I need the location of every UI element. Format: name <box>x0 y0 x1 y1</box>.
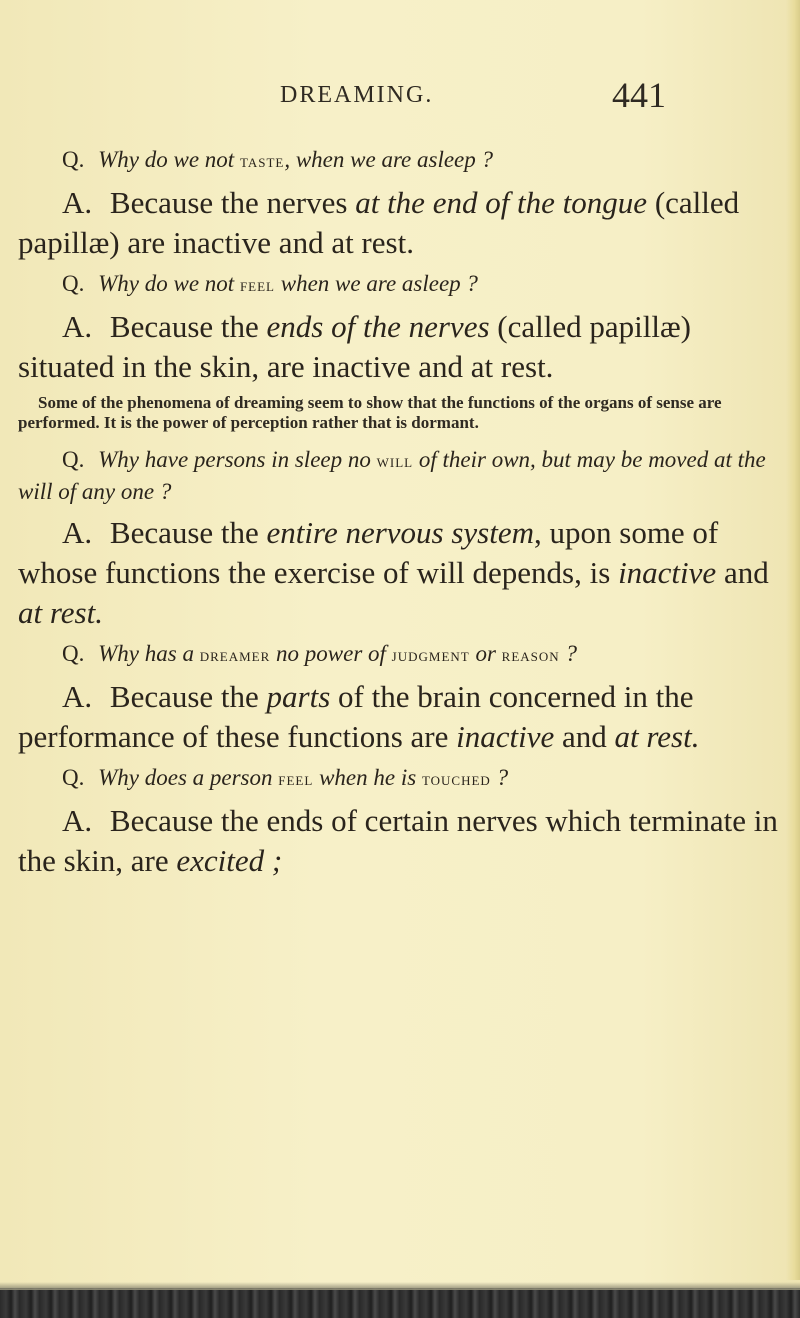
answer-text: Because the ends of certain nerves which terminate in the skin, are <box>18 803 778 878</box>
answer-text: and <box>723 555 769 590</box>
page-edge-shadow <box>786 0 800 1280</box>
answer-text: Because the <box>109 679 259 714</box>
answer-text: , upon some of whose functions the exercise of will depends, is <box>18 515 719 590</box>
answer-will <box>18 513 778 633</box>
question-keyword: reason <box>501 645 560 666</box>
question-keyword: feel <box>278 769 314 790</box>
question-text: Why have persons in sleep no <box>98 447 371 472</box>
question-keyword: taste <box>239 151 285 172</box>
page-number: 441 <box>612 75 666 115</box>
question-keyword: feel <box>239 275 275 296</box>
answer-emphasis: inactive <box>618 555 717 590</box>
question-will <box>18 445 778 507</box>
question-keyword: will <box>376 451 414 472</box>
running-title: DREAMING. <box>280 82 434 108</box>
question-text: , when we are asleep ? <box>284 147 494 172</box>
question-text: or <box>475 641 496 666</box>
question-text: ? <box>496 765 509 790</box>
answer-text: Because the nerves <box>109 185 348 220</box>
question-text: ? <box>565 641 577 666</box>
answer-emphasis: inactive <box>456 719 555 754</box>
answer-text: Because the <box>109 515 259 550</box>
answer-emphasis: parts <box>266 679 331 714</box>
question-label: Q. <box>62 641 85 666</box>
question-taste <box>18 145 778 177</box>
scan-bottom-edge <box>0 1288 800 1318</box>
question-text: no power of <box>276 641 386 666</box>
answer-judgment <box>18 677 778 757</box>
question-label: Q. <box>62 765 85 790</box>
question-judgment <box>18 639 778 671</box>
question-label: Q. <box>62 271 85 296</box>
question-text: Why has a <box>98 641 194 666</box>
answer-text: Because the <box>109 309 259 344</box>
answer-text: of the brain concerned in the performance of these functions are <box>18 679 694 754</box>
question-text: when we are asleep ? <box>280 271 478 296</box>
answer-text: (called papillæ) are inactive and at rest. <box>18 185 740 260</box>
answer-label: A. <box>62 309 93 344</box>
answer-label: A. <box>62 185 93 220</box>
question-label: Q. <box>62 147 85 172</box>
question-keyword: dreamer <box>199 645 271 666</box>
question-text: Why does a person <box>98 765 273 790</box>
question-text: of their own, but may be moved at the will of any one ? <box>18 447 766 504</box>
answer-text: (called papillæ) situated in the skin, are inactive and at rest. <box>18 309 691 384</box>
question-feel-asleep <box>18 269 778 301</box>
question-text: when he is <box>319 765 417 790</box>
answer-emphasis: at rest. <box>614 719 700 754</box>
answer-label: A. <box>62 515 93 550</box>
answer-touched <box>18 801 778 881</box>
question-keyword: judgment <box>391 645 470 666</box>
question-label: Q. <box>62 447 85 472</box>
question-keyword: touched <box>421 769 491 790</box>
question-text: Why do we not <box>98 147 235 172</box>
page-body <box>18 145 778 887</box>
answer-feel-asleep <box>18 307 778 387</box>
answer-label: A. <box>62 803 93 838</box>
footnote-paragraph: Some of the phenomena of dreaming seem to show that the functions of the organs of sense are performed. It is the power of perception rather that is dormant. <box>18 393 722 432</box>
answer-emphasis: excited ; <box>176 843 283 878</box>
answer-emphasis: at the end of the tongue <box>355 185 648 220</box>
question-touched <box>18 763 778 795</box>
answer-text: and <box>561 719 607 754</box>
page-header <box>0 72 800 115</box>
answer-emphasis: ends of the nerves <box>266 309 490 344</box>
answer-emphasis: entire nervous system <box>266 515 534 550</box>
answer-taste <box>18 183 778 263</box>
answer-label: A. <box>62 679 93 714</box>
answer-emphasis: at rest. <box>18 595 103 630</box>
question-text: Why do we not <box>98 271 235 296</box>
